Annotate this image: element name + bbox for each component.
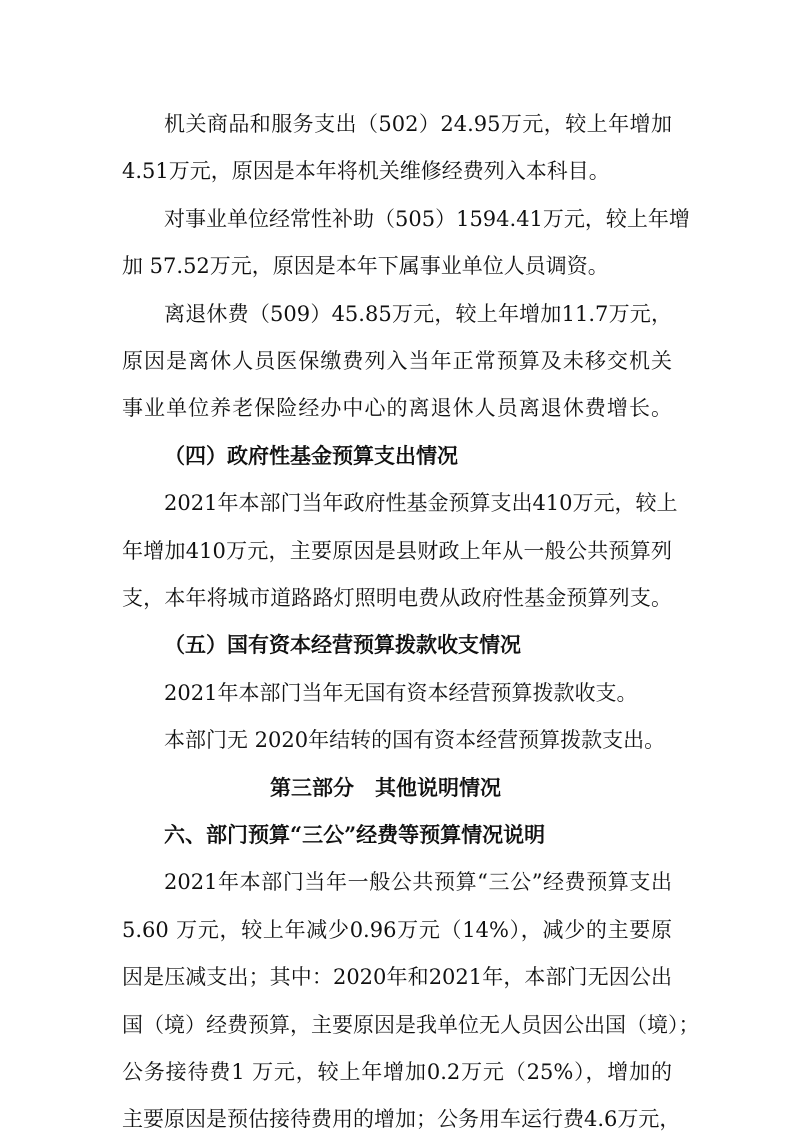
section-heading-6: 六、部门预算“三公”经费等预算情况说明: [164, 822, 546, 847]
paragraph-4-line-3: 支，本年将城市道路路灯照明电费从政府性基金预算列支。: [122, 586, 672, 610]
paragraph-5-line-1: 2021年本部门当年无国有资本经营预算拨款收支。: [164, 681, 638, 705]
paragraph-6-line-3: 因是压减支出；其中：2020年和2021年，本部门无因公出: [122, 965, 672, 989]
paragraph-509-line-1: 离退休费（509）45.85万元，较上年增加11.7万元，: [164, 302, 672, 326]
paragraph-6-line-5: 公务接待费1 万元，较上年增加0.2万元（25%），增加的: [122, 1060, 672, 1084]
paragraph-509-line-2: 原因是离休人员医保缴费列入当年正常预算及未移交机关: [122, 349, 672, 373]
paragraph-505-line-2: 加 57.52万元，原因是本年下属事业单位人员调资。: [122, 254, 609, 278]
paragraph-4-line-2: 年增加410万元，主要原因是县财政上年从一般公共预算列: [122, 539, 672, 563]
paragraph-509-line-3: 事业单位养老保险经办中心的离退休人员离退休费增长。: [122, 396, 672, 420]
paragraph-502-line-2: 4.51万元，原因是本年将机关维修经费列入本科目。: [122, 159, 610, 183]
paragraph-6-line-1: 2021年本部门当年一般公共预算“三公”经费预算支出: [164, 870, 672, 894]
paragraph-6-line-6: 主要原因是预估接待费用的增加；公务用车运行费4.6万元，: [122, 1107, 681, 1131]
paragraph-502-line-1: 机关商品和服务支出（502）24.95万元，较上年增加: [164, 112, 672, 136]
paragraph-6-line-2: 5.60 万元，较上年减少0.96万元（14%），减少的主要原: [122, 918, 672, 942]
paragraph-4-line-1: 2021年本部门当年政府性基金预算支出410万元，较上: [164, 491, 678, 515]
paragraph-6-line-4: 国（境）经费预算，主要原因是我单位无人员因公出国（境）；: [122, 1013, 700, 1037]
paragraph-505-line-1: 对事业单位经常性补助（505）1594.41万元，较上年增: [164, 207, 690, 231]
section-heading-4: （四）政府性基金预算支出情况: [164, 443, 458, 468]
part-three-heading: 第三部分 其他说明情况: [270, 775, 501, 800]
section-heading-5: （五）国有资本经营预算拨款收支情况: [164, 632, 521, 657]
paragraph-5-line-2: 本部门无 2020年结转的国有资本经营预算拨款支出。: [164, 728, 666, 752]
